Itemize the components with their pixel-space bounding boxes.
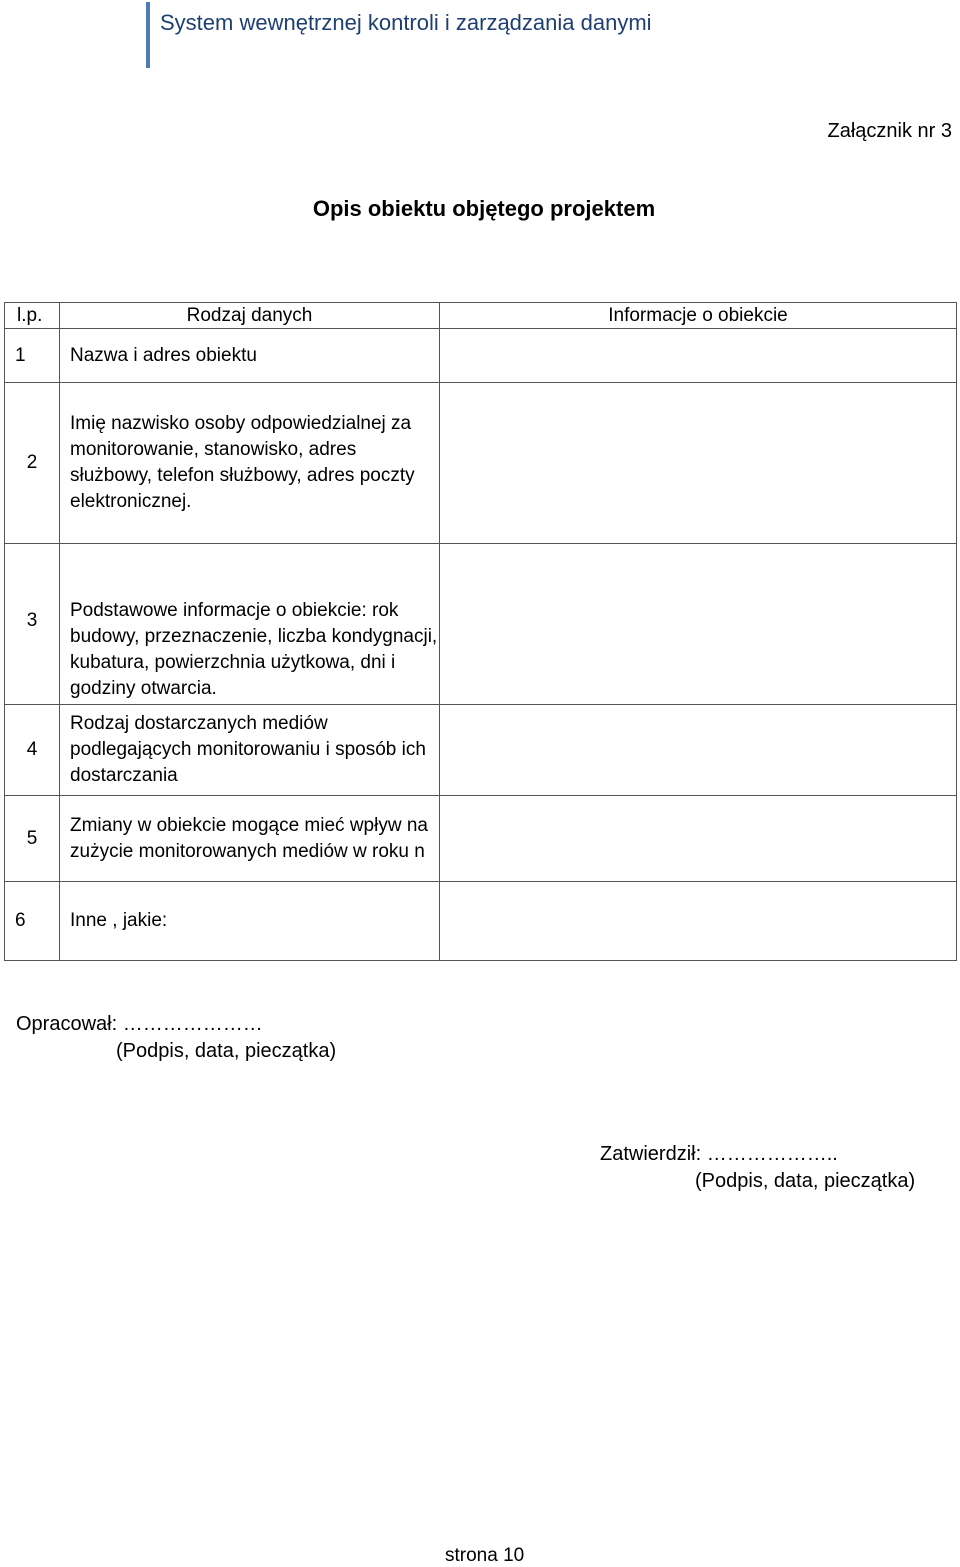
row-data-type: Nazwa i adres obiektu	[60, 329, 440, 383]
row-info-cell[interactable]	[440, 796, 957, 882]
header-cell-num: l.p.	[5, 303, 60, 329]
header-title: System wewnętrznej kontroli i zarządzania danymi	[160, 10, 652, 35]
table-row	[5, 882, 957, 961]
row-info-cell[interactable]	[440, 882, 957, 961]
row-number: 5	[5, 796, 60, 882]
page-number: strona 10	[445, 1545, 525, 1566]
row-data-type: Rodzaj dostarczanych mediów podlegających monitorowaniu i sposób ich dostarczania	[60, 705, 440, 796]
row-info-cell[interactable]	[440, 329, 957, 383]
row-data-type: Imię nazwisko osoby odpowiedzialnej za monitorowanie, stanowisko, adres służbowy, telefon służbowy, adres poczty elektronicznej.	[60, 383, 440, 544]
row-number: 3	[5, 544, 60, 705]
table-row	[5, 705, 957, 796]
table-row	[5, 329, 957, 383]
row-data-type: Zmiany w obiekcie mogące mieć wpływ na zużycie monitorowanych mediów w roku n	[60, 796, 440, 882]
row-number: 2	[5, 383, 60, 544]
row-data-type: Inne , jakie:	[60, 882, 440, 961]
annex-label: Załącznik nr 3	[827, 120, 952, 142]
table-row	[5, 383, 957, 544]
table-header-row	[5, 303, 957, 329]
row-info-cell[interactable]	[440, 705, 957, 796]
header-cell-type: Rodzaj danych	[60, 303, 440, 329]
row-number: 1	[5, 329, 60, 383]
prepared-by-note: (Podpis, data, pieczątka)	[116, 1040, 337, 1062]
header-cell-info: Informacje o obiekcie	[440, 303, 957, 329]
table-row	[5, 544, 957, 705]
document-title: Opis obiektu objętego projektem	[312, 196, 656, 221]
approved-by-note: (Podpis, data, pieczątka)	[695, 1170, 916, 1192]
row-info-cell[interactable]	[440, 383, 957, 544]
row-info-cell[interactable]	[440, 544, 957, 705]
approved-by-line: Zatwierdził: ………………..	[600, 1143, 838, 1165]
row-number: 4	[5, 705, 60, 796]
object-description-table	[4, 302, 957, 961]
header-accent-bar	[146, 2, 150, 68]
table-row	[5, 796, 957, 882]
row-number: 6	[5, 882, 60, 961]
prepared-by-line: Opracował: …………………	[16, 1013, 263, 1035]
row-data-type: Podstawowe informacje o obiekcie: rok budowy, przeznaczenie, liczba kondygnacji, kubatura, powierzchnia użytkowa, dni i godziny otwarcia.	[60, 544, 440, 705]
